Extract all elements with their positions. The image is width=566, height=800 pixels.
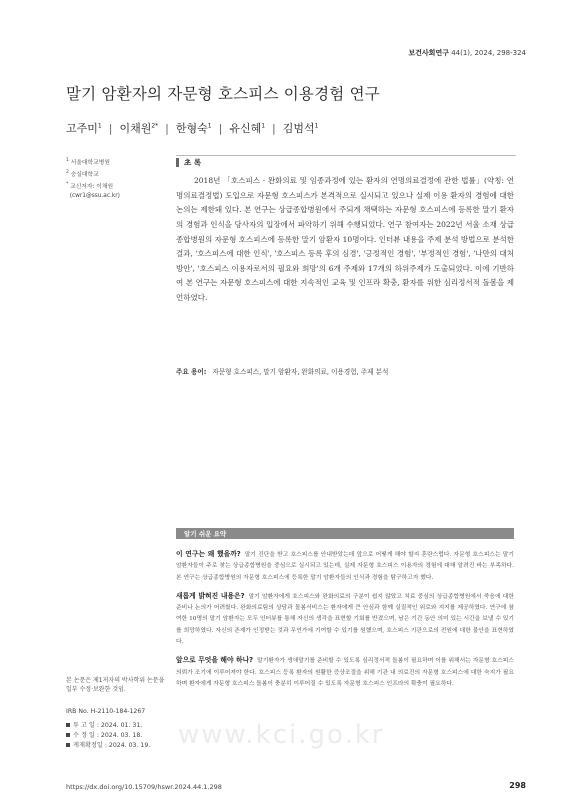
watermark: www.kci.go.kr — [178, 720, 385, 750]
summary-item — [176, 548, 514, 584]
abstract-text: 2018년 「호스피스 · 완화의료 및 임종과정에 있는 환자의 연명의료결정에 관한 법률」(약칭: 연명의료결정법) 도입으로 자문형 호스피스가 본격적으로 실시되고 있으나 실제 이용 환자의 경험에 대한 논의는 제한돼 있다. 본 연구는 상급종합병원에서 주되게 채택하는 자문형 호스피스에 등록한 말기 환자의 경험과 인식을 당사자의 입장에서 파악하기 위해 수행되었다. 연구 참여자는 2022년 서울 소재 상급종합병원의 자문형 호스피스에 등록한 말기 암환자 10명이다. 인터뷰 내용을 주제 분석 방법으로 분석한 결과, '호스피스에 대한 인식', '호스피스 등록 후의 심경', '긍정적인 경험', '부정적인 경험', '나만의 대처 방안', '호스피스 이용자로서의 필요와 희망'의 6개 주제와 17개의 하위주제가 도출되었다. 이에 기반하여 본 연구는 자문형 호스피스에 대한 지속적인 교육 및 인프라 확충, 환자를 위한 심리정서적 돌봄을 제언하였다. — [176, 176, 514, 302]
date-row: 투 고 일 : 2024. 01. 31. — [66, 721, 166, 731]
author-list: 고주미$^1$ | 이채원$^{2*}$ | 한형숙$^1$ | 유신혜$^1$ | 김범석$^1$ — [66, 122, 319, 135]
doi-link[interactable]: https://dx.doi.org/10.15709/hswr.2024.44.1.298 — [66, 783, 222, 791]
author: 김범석$^1$ — [282, 122, 319, 135]
keywords-label: 주요 용어: — [176, 368, 207, 376]
submission-dates — [66, 721, 166, 751]
keywords-value: 자문형 호스피스, 말기 암환자, 완화의료, 이용경험, 주제 분석 — [212, 368, 389, 376]
plain-summary — [176, 548, 514, 696]
keywords — [176, 366, 514, 376]
journal-issue: 44(1), 2024, 298-324 — [451, 49, 526, 57]
summary-question: 새롭게 밝혀진 내용은? — [176, 591, 245, 600]
summary-question: 이 연구는 왜 했을까? — [176, 550, 241, 558]
affiliation: * 교신저자: 이채원 (cwr1@ssu.ac.kr) — [66, 181, 120, 199]
affiliation: $^1$ 서울대학교병원 — [66, 158, 110, 166]
summary-answer: 말기환자가 생애말기를 준비할 수 있도록 심리정서적 돌봄이 필요하며 이를 위해서는 자문형 호스피스 의뢰가 조기에 이루어져야 한다. 호스피스 등록 환자의 원활한 증상조절을 위해 기관 내 의료진의 자문형 호스피스에 대한 숙지가 필요하며 환자에게 자문형 호스피스 돌봄이 충분히 이루어질 수 있도록 자문형 호스피스 인프라의 확충이 필요하다. — [176, 658, 514, 687]
abstract-heading: 초 록 — [176, 155, 516, 167]
summary-item — [176, 654, 514, 690]
irb-number: IRB No. H-2110-184-1267 — [66, 708, 146, 715]
summary-answer: 말기 진단을 받고 호스피스를 안내받았는데 앞으로 어떻게 해야 할지 혼란스럽다. 자문형 호스피스는 말기 암환자들이 주로 찾는 상급종합병원을 중심으로 실시되고 있는데, 실제 자문형 호스피스 이용자의 경험에 대해 알려진 바는 부족하다. 본 연구는 상급종합병원의 자문형 호스피스에 등록한 말기 암환자들의 인식과 경험을 탐구하고자 했다. — [176, 552, 514, 581]
paper-title: 말기 암환자의 자문형 호스피스 이용경험 연구 — [66, 85, 380, 103]
corresponding-email: (cwr1@ssu.ac.kr) — [69, 192, 120, 199]
author: 고주미$^1$ — [66, 122, 102, 135]
summary-item — [176, 590, 514, 648]
journal-header — [408, 48, 526, 58]
affiliations — [66, 158, 166, 203]
journal-name: 보건사회연구 — [408, 49, 449, 57]
plain-summary-heading: 알기 쉬운 요약 — [176, 528, 514, 539]
author: 이채원$^{2*}$ — [119, 122, 159, 135]
date-row: 게재확정일 : 2024. 03. 19. — [66, 741, 166, 751]
summary-answer: 말기 암환자에게 호스피스와 완화의료의 구분이 쉽지 않았고 치료 중심의 상급종합병원에서 죽음에 대한 준비나 논의가 어려웠다. 완화의료팀의 상담과 돌봄서비스는 환자에게 큰 안심과 함께 실질적인 위로와 지지를 제공하였다. 연구에 참여한 10명의 말기 암환자는 모두 인터뷰를 통해 자신의 생각을 표현할 기회를 반겼으며, 남은 기간 동안 의미 있는 시간을 보낼 수 있기를 희망하였다. 자신의 존재가 인정받는 것과 무언가에 기여할 수 있기를 원했으며, 호스피스 기관으로의 전원에 대한 불안을 표현하였다. — [176, 593, 514, 646]
author: 한형숙$^1$ — [175, 122, 212, 135]
thesis-note: 본 논문은 제1저자의 박사학위 논문을 일부 수정·보완한 것임. — [66, 677, 165, 693]
summary-question: 앞으로 무엇을 해야 하나? — [176, 656, 254, 665]
affiliation: $^2$ 숭실대학교 — [66, 169, 99, 178]
author: 유신혜$^1$ — [229, 122, 266, 135]
date-row: 수 정 일 : 2024. 03. 18. — [66, 731, 166, 741]
page-number: 298 — [509, 781, 526, 790]
